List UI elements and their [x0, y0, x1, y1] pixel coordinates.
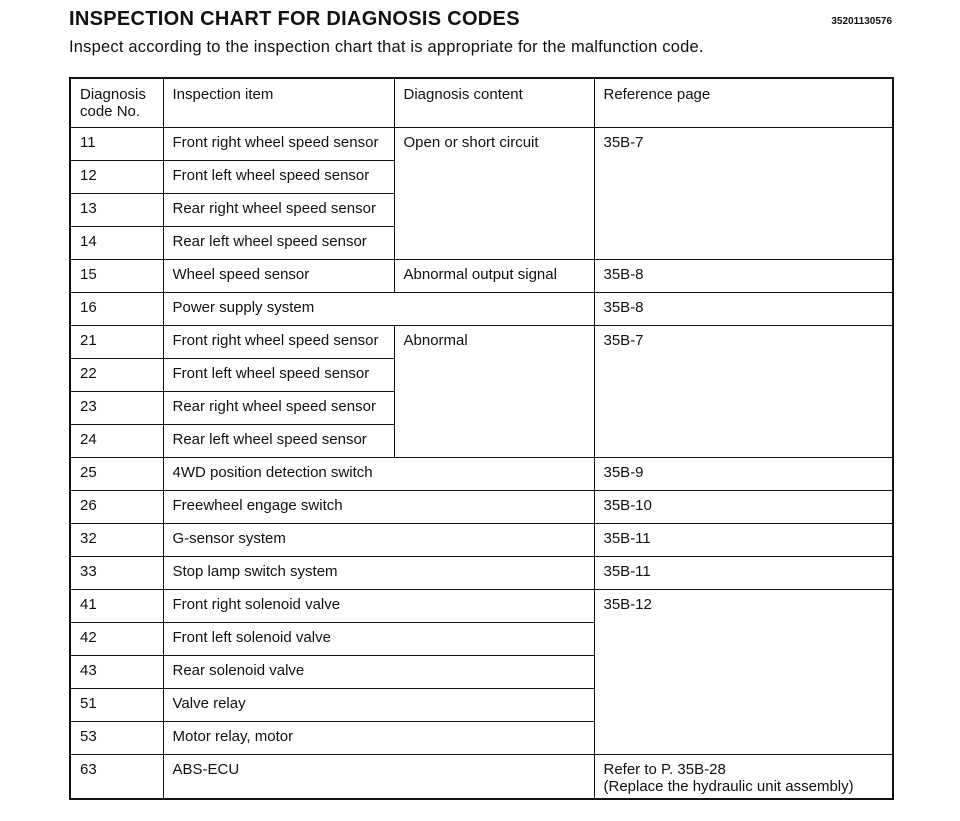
document-code: 35201130576: [831, 16, 892, 27]
table-row: [70, 556, 893, 589]
reference-page: 35B-8: [594, 259, 893, 292]
diagnosis-code: 53: [70, 721, 163, 754]
inspection-item: Front right solenoid valve: [163, 589, 594, 622]
diagnosis-code: 41: [70, 589, 163, 622]
inspection-item: Rear left wheel speed sensor: [163, 226, 394, 259]
reference-page: 35B-12: [594, 589, 893, 754]
table-row: [70, 490, 893, 523]
inspection-item: Rear solenoid valve: [163, 655, 594, 688]
inspection-item: Stop lamp switch system: [163, 556, 594, 589]
diagnosis-code: 14: [70, 226, 163, 259]
inspection-item: Front right wheel speed sensor: [163, 127, 394, 160]
inspection-item: 4WD position detection switch: [163, 457, 594, 490]
reference-page-note: (Replace the hydraulic unit assembly): [603, 777, 854, 795]
page-title: INSPECTION CHART FOR DIAGNOSIS CODES: [69, 8, 520, 30]
diagnosis-code: 23: [70, 391, 163, 424]
inspection-item: Rear right wheel speed sensor: [163, 391, 394, 424]
diagnosis-code: 43: [70, 655, 163, 688]
column-header-content: Diagnosis content: [394, 78, 594, 127]
diagnosis-code: 25: [70, 457, 163, 490]
inspection-item: Front left wheel speed sensor: [163, 358, 394, 391]
inspection-item: Front right wheel speed sensor: [163, 325, 394, 358]
inspection-item: Freewheel engage switch: [163, 490, 594, 523]
table-row: [70, 457, 893, 490]
reference-page: 35B-11: [594, 556, 893, 589]
inspection-item: Front left wheel speed sensor: [163, 160, 394, 193]
diagnosis-code: 26: [70, 490, 163, 523]
reference-page: 35B-10: [594, 490, 893, 523]
diagnosis-code: 11: [70, 127, 163, 160]
diagnosis-code: 13: [70, 193, 163, 226]
reference-page: 35B-8: [594, 292, 893, 325]
inspection-item: G-sensor system: [163, 523, 594, 556]
inspection-item: Motor relay, motor: [163, 721, 594, 754]
reference-page: 35B-7: [594, 127, 893, 259]
diagnosis-code: 42: [70, 622, 163, 655]
inspection-item: Power supply system: [163, 292, 594, 325]
diagnosis-code: 12: [70, 160, 163, 193]
table-row: [70, 325, 893, 358]
column-header-reference: Reference page: [594, 78, 893, 127]
diagnosis-code: 51: [70, 688, 163, 721]
diagnosis-code: 32: [70, 523, 163, 556]
inspection-item: Wheel speed sensor: [163, 259, 394, 292]
reference-page-text: Refer to P. 35B-28: [603, 760, 726, 778]
diagnosis-code: 21: [70, 325, 163, 358]
table-row: [70, 523, 893, 556]
table-header-row: [70, 78, 893, 127]
reference-page: 35B-7: [594, 325, 893, 457]
table-row: [70, 127, 893, 160]
diagnosis-content: Open or short circuit: [394, 127, 594, 259]
diagnosis-code: 33: [70, 556, 163, 589]
diagnosis-code: 24: [70, 424, 163, 457]
diagnosis-code: 15: [70, 259, 163, 292]
column-header-item: Inspection item: [163, 78, 394, 127]
inspection-item: ABS-ECU: [163, 754, 594, 799]
diagnosis-content: Abnormal: [394, 325, 594, 457]
diagnosis-code: 16: [70, 292, 163, 325]
inspection-item: Front left solenoid valve: [163, 622, 594, 655]
inspection-item: Rear left wheel speed sensor: [163, 424, 394, 457]
table-row: [70, 292, 893, 325]
table-row: [70, 259, 893, 292]
table-row: [70, 589, 893, 622]
inspection-item: Rear right wheel speed sensor: [163, 193, 394, 226]
diagnosis-content: Abnormal output signal: [394, 259, 594, 292]
diagnosis-code: 63: [70, 754, 163, 799]
reference-page: 35B-9: [594, 457, 893, 490]
reference-page: 35B-11: [594, 523, 893, 556]
table-row: [70, 754, 893, 799]
inspection-chart-table: [69, 77, 894, 800]
inspection-item: Valve relay: [163, 688, 594, 721]
reference-page: [594, 754, 893, 799]
page-subtitle: Inspect according to the inspection chart that is appropriate for the malfunction code.: [69, 38, 704, 56]
diagnosis-code: 22: [70, 358, 163, 391]
column-header-code: Diagnosis code No.: [70, 78, 163, 127]
